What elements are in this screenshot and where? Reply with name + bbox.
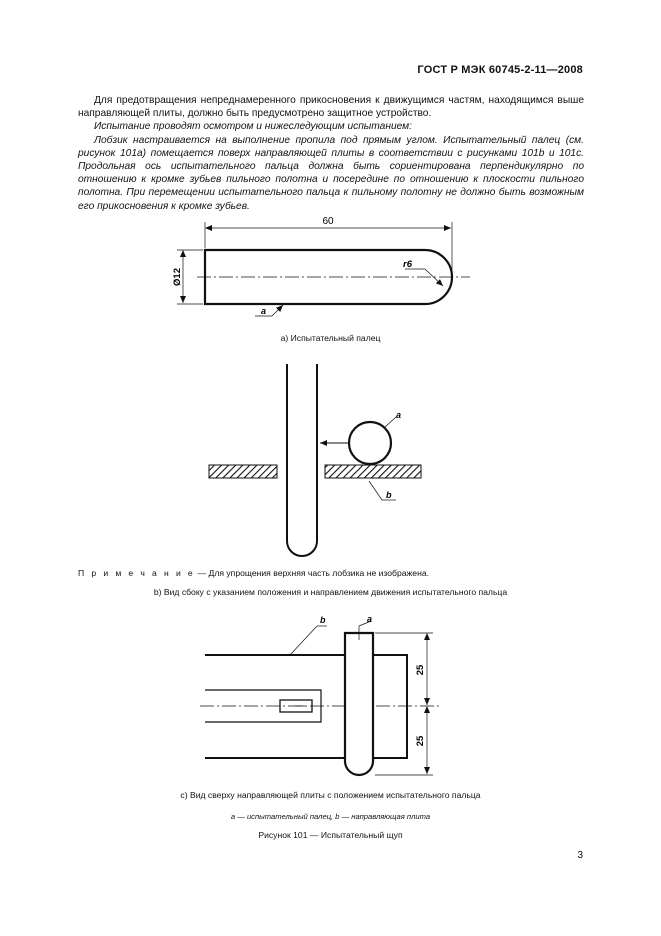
figure-a-test-finger — [172, 216, 470, 316]
figure-b-side-view — [209, 364, 421, 556]
note-prefix: П р и м е ч а н и е — [78, 568, 196, 578]
length-label: 60 — [322, 216, 334, 227]
figure-c-top-view — [200, 614, 440, 775]
leader-a-label-b: a — [396, 410, 402, 420]
guide-plate-left — [209, 465, 277, 478]
figure-title: Рисунок 101 — Испытательный щуп — [258, 830, 403, 840]
figure-note — [78, 568, 429, 578]
test-finger-circle — [349, 422, 391, 464]
caption-a: a) Испытательный палец — [280, 333, 381, 343]
caption-b: b) Вид сбоку с указанием положения и направлением движения испытательного пальца — [153, 587, 508, 597]
figure-legend: a — испытательный палец, b — направляющая плита — [230, 812, 431, 821]
leader-b-label-b: b — [386, 490, 392, 500]
caption-c: c) Вид сверху направляющей плиты с положением испытательного пальца — [180, 790, 481, 800]
note-text: — Для упрощения верхняя часть лобзика не изображена. — [195, 568, 429, 578]
leader-a-label-c: a — [367, 614, 373, 624]
radius-leader — [425, 269, 443, 286]
paragraph-2: Испытание проводят осмотром и нижеследующим испытанием: — [94, 121, 412, 133]
paragraph-3: Лобзик настраивается на выполнение пропила под прямым углом. Испытательный палец (см. рисунок 101а) помещается поверх направляющей плиты в соответствии с рисунками 101b и 101c. Продольная ось испытательного пальца должна быть сориентирована перпендикулярно по отношению к кромке зубьев пильного полотна и посередине по отношению к плоскости пильного полотна. При перемещении испытательного пальца к пильному полотну не должно быть возможным его прикосновения к кромке зубьев. — [78, 134, 584, 212]
guide-plate-top — [205, 655, 407, 758]
page-number: 3 — [577, 850, 583, 861]
test-finger-top — [345, 633, 373, 775]
radius-label: r6 — [403, 259, 412, 270]
leader-a-label: a — [261, 306, 267, 316]
dimension-top-label: 25 — [415, 664, 426, 676]
paragraph-1: Для предотвращения непреднамеренного прикосновения к движущимся частям, находящимся выше направляющей плиты, должно быть предусмотрено защитное устройство. — [78, 95, 584, 120]
saw-blade — [287, 364, 317, 556]
document-header: ГОСТ Р МЭК 60745-2-11—2008 — [417, 64, 583, 76]
dimension-bottom-label: 25 — [415, 735, 426, 747]
leader-b-label-c: b — [320, 615, 326, 625]
guide-plate-right — [325, 465, 421, 478]
diameter-label: Ø12 — [172, 268, 183, 286]
